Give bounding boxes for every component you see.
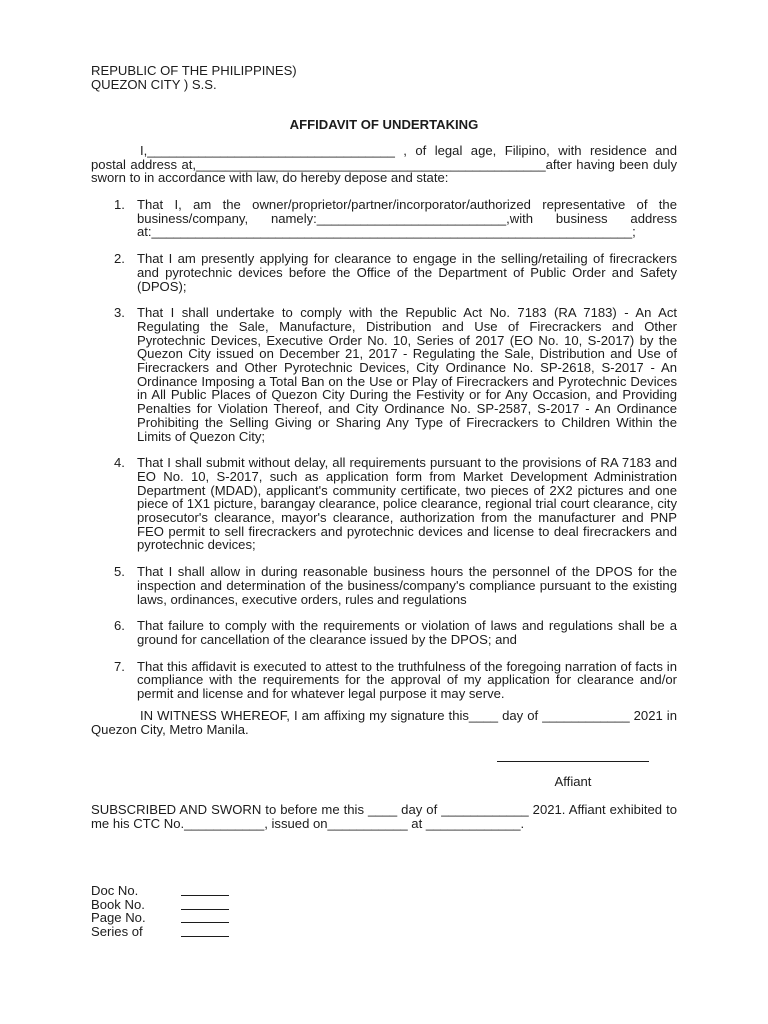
item-number: 2.	[114, 251, 125, 267]
notarial-row	[91, 925, 229, 939]
page-no-blank	[181, 911, 229, 923]
item-number: 7.	[114, 658, 125, 674]
header-city: QUEZON CITY ) S.S.	[91, 76, 217, 92]
list-item	[91, 198, 677, 239]
list-item	[91, 306, 677, 443]
notarial-row	[91, 884, 229, 898]
document-header	[91, 64, 297, 91]
undertaking-list	[91, 198, 677, 714]
series-blank	[181, 925, 229, 937]
affiant-signature-line	[497, 761, 649, 762]
item-number: 1.	[114, 197, 125, 212]
header-republic: REPUBLIC OF THE PHILIPPINES)	[91, 63, 297, 78]
book-no-label: Book No.	[91, 896, 145, 912]
doc-no-blank	[181, 884, 229, 896]
witness-paragraph: IN WITNESS WHEREOF, I am affixing my signature this____ day of ____________ 2021 in Quezon City, Metro Manila.	[91, 708, 677, 737]
intro-text: I,__________________________________ , of legal age, Filipino, with residence and postal address at,________________________________________________after having been duly sworn to in accordance with law, do hereby depose and state:	[91, 143, 677, 186]
item-number: 3.	[114, 305, 125, 321]
notarial-row	[91, 898, 229, 912]
list-item	[91, 252, 677, 293]
affiant-label: Affiant	[554, 774, 592, 789]
list-item	[91, 565, 677, 606]
item-number: 6.	[114, 618, 125, 634]
item-text: That I shall submit without delay, all requirements pursuant to the provisions of RA 7183 and EO No. 10, S-2017, such as application form from Market Development Administration Department (MDAD), applicant's community certificate, two pieces of 2X2 pictures and one piece of 1X1 picture, barangay clearance, police clearance, regional trial court clearance, city prosecutor's clearance, mayor's clearance, authorization from the manufacturer and PNP FEO permit to sell firecrackers and pyrotechnic devices and license to deal firecrackers and pyrotechnic devices;	[137, 455, 677, 553]
document-title: AFFIDAVIT OF UNDERTAKING	[289, 117, 479, 132]
item-number: 5.	[114, 564, 125, 580]
page-no-label: Page No.	[91, 910, 146, 926]
item-text: That I shall allow in during reasonable business hours the personnel of the DPOS for the inspection and determination of the business/company's compliance pursuant to the existing laws, ordinances, executive orders, rules and regulations	[137, 564, 677, 607]
notarial-row	[91, 911, 229, 925]
list-item	[91, 660, 677, 701]
item-text: That this affidavit is executed to attest to the truthfulness of the foregoing narration of facts in compliance with the requirements for the approval of my application for clearance and/or permit and license and for whatever legal purpose it may serve.	[137, 658, 677, 702]
item-text: That I, am the owner/proprietor/partner/incorporator/authorized representative of the business/company, namely:__________________________,with business address at:__________________________________________________________________;	[137, 197, 677, 240]
item-number: 4.	[114, 455, 125, 471]
list-item	[91, 619, 677, 646]
list-item	[91, 456, 677, 552]
item-text: That I am presently applying for clearance to engage in the selling/retailing of firecrackers and pyrotechnic devices before the Office of the Department of Public Order and Safety (DPOS);	[137, 251, 677, 294]
doc-no-label: Doc No.	[91, 883, 139, 898]
book-no-blank	[181, 898, 229, 910]
series-label: Series of	[91, 924, 143, 940]
item-text: That I shall undertake to comply with the Republic Act No. 7183 (RA 7183) - An Act Regulating the Sale, Manufacture, Distribution and Use of Firecrackers and Other Pyrotechnic Devices, Executive Order No. 10, Series of 2017 (EO No. 10, S-2017) by the Quezon City issued on December 21, 2017 - Regulating the Sale, Distribution and Use of Firecrackers and Other Pyrotechnic Devices, City Ordinance No. SP-2618, S-2017 - An Ordinance Imposing a Total Ban on the Use or Play of Firecrackers and Pyrotechnic Devices in All Public Places of Quezon City During the Festivity or for Any Occasion, and Providing Penalties for Violation Thereof, and City Ordinance No. SP-2587, S-2017 - An Ordinance Prohibiting the Selling Giving or Sharing Any Type of Firecrackers to Children Within the Limits of Quezon City;	[137, 305, 677, 444]
item-text: That failure to comply with the requirements or violation of laws and regulations shall be a ground for cancellation of the clearance issued by the DPOS; and	[137, 618, 677, 647]
intro-paragraph	[91, 144, 677, 185]
notarial-register	[91, 884, 229, 939]
jurat-paragraph: SUBSCRIBED AND SWORN to before me this ____ day of ____________ 2021. Affiant exhibited to me his CTC No.___________, issued on___________ at _____________.	[91, 802, 677, 831]
